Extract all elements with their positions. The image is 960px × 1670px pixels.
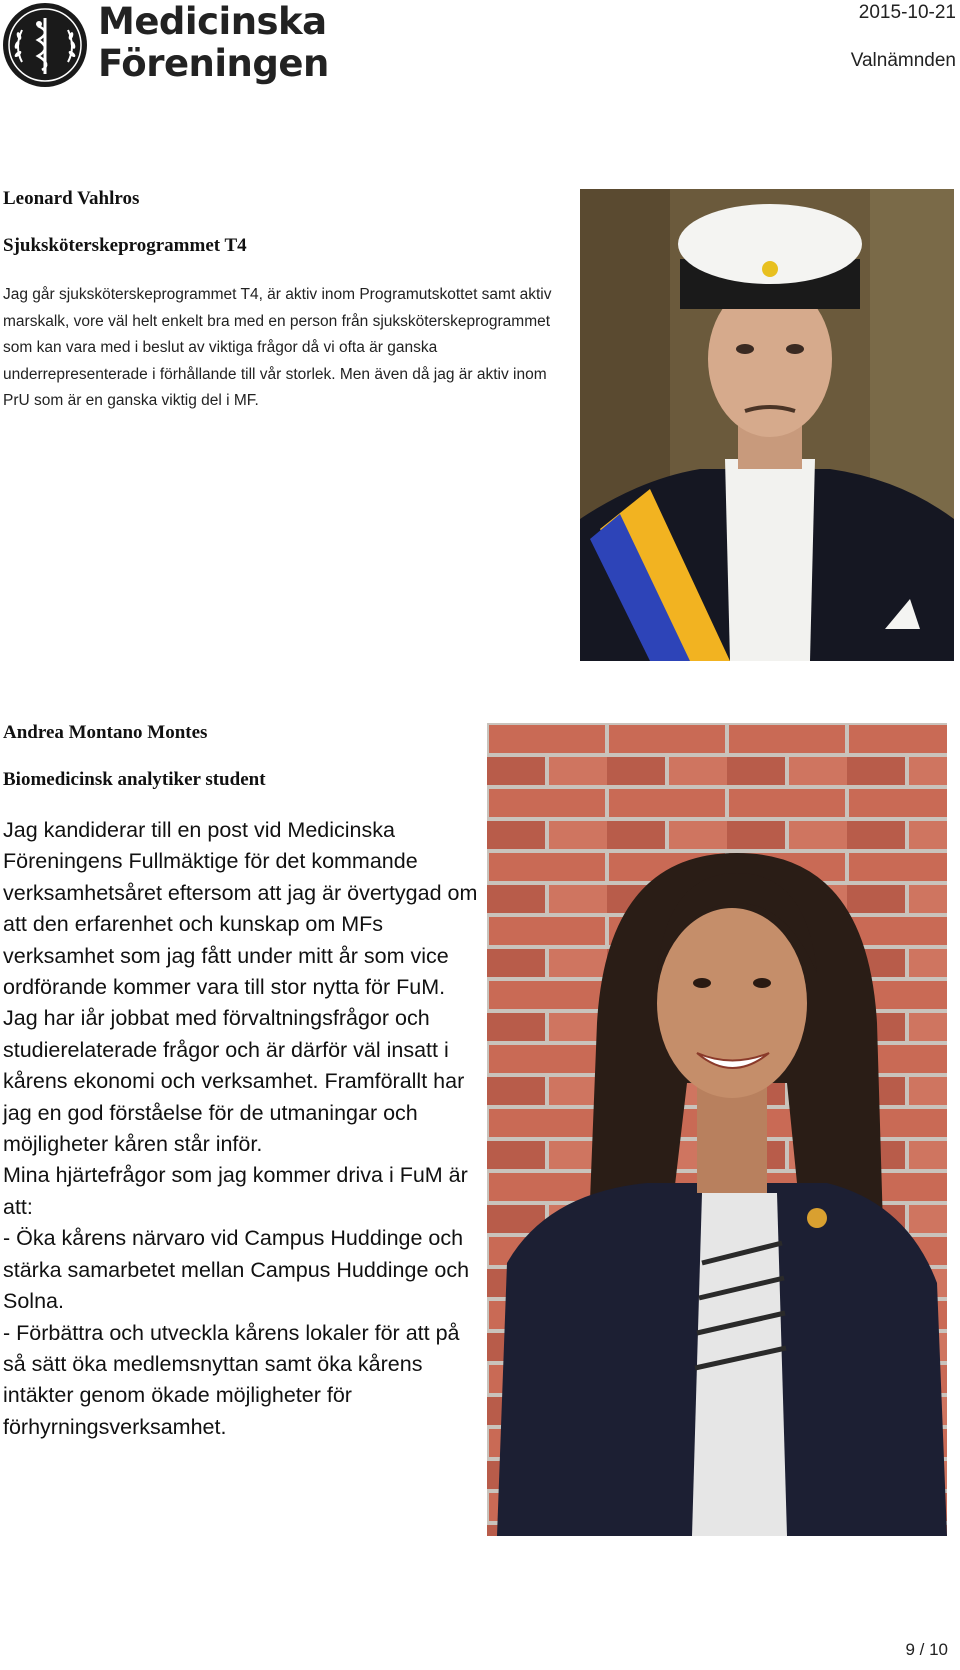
- document-date: 2015-10-21: [858, 2, 956, 23]
- bio-paragraph: - Öka kårens närvaro vid Campus Huddinge och stärka samarbetet mellan Campus Huddinge och Solna.: [3, 1226, 470, 1314]
- caduceus-wreath-seal-icon: [2, 2, 88, 88]
- candidate-program: Biomedicinsk analytiker student: [3, 769, 266, 790]
- logo: [2, 0, 329, 90]
- logo-wordmark-line1: Medicinska: [98, 0, 327, 43]
- logo-wordmark-line2: Föreningen: [98, 42, 329, 85]
- candidate-name: Andrea Montano Montes: [3, 722, 208, 743]
- bio-paragraph: - Förbättra och utveckla kårens lokaler för att på så sätt öka medlemsnyttan samt öka kårens intäkter genom ökade möjligheter för förhyrningsverksamhet.: [3, 1320, 460, 1439]
- bio-paragraph: Jag kandiderar till en post vid Medicinska Föreningens Fullmäktige för det kommande verksamhetsåret eftersom att jag är övertygad om att den erfarenhet och kunskap om MFs verksamhet som jag fått under mitt år som vice ordförande kommer vara till stor nytta för FuM. Jag har iår jobbat med förvaltningsfrågor och studierelaterade frågor och är därför väl insatt i kårens ekonomi och verksamhet. Framförallt har jag en god förståelse för de utmaningar och möjligheter kåren står inför.: [3, 818, 478, 1157]
- candidate-bio: Jag går sjuksköterskeprogrammet T4, är aktiv inom Programutskottet samt aktiv marskalk, vore väl helt enkelt bra med en person från sjuksköterskeprogrammet som kan vara med i beslut av viktiga frågor då vi ofta är ganska underrepresenterade i förhållande till vår storlek. Men även då jag är aktiv inom PrU som är en ganska viktig del i MF.: [3, 286, 552, 409]
- candidate-name: Leonard Vahlros: [3, 188, 140, 209]
- candidate-program: Sjuksköterskeprogrammet T4: [3, 235, 247, 256]
- candidate-photo: [487, 723, 947, 1536]
- bio-paragraph: Mina hjärtefrågor som jag kommer driva i FuM är att:: [3, 1163, 468, 1219]
- candidate-bio: [3, 815, 478, 1443]
- candidate-photo: [580, 189, 954, 661]
- page-number: 9 / 10: [905, 1640, 948, 1659]
- document-section: Valnämnden: [850, 50, 956, 71]
